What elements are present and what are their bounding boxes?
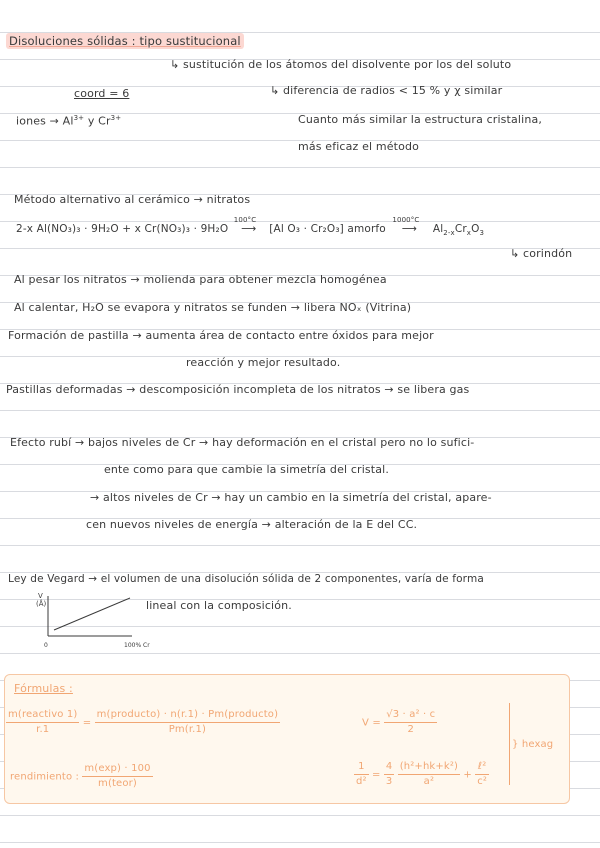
paragraph-2: Al calentar, H₂O se evapora y nitratos se funden → libera NOₓ (Vitrina): [14, 301, 412, 314]
arrow-1000-label: 1000°C: [392, 216, 420, 224]
formula-reactivo-lhs: [6, 708, 79, 737]
chart-trend-line: [54, 598, 130, 630]
formula-d-mid-num: (h²+hk+k²): [398, 760, 460, 775]
formula-volume-lhs: V =: [362, 717, 385, 729]
rubi-line-2: ente como para que cambie la simetría del cristal.: [104, 463, 390, 476]
formula-reactivo-lhs-num: m(reactivo 1): [6, 708, 79, 723]
formula-volume-num: √3 · a² · c: [384, 708, 437, 723]
eq-right-al: Al: [432, 223, 444, 235]
formula-volume-den: 2: [407, 724, 414, 735]
eq-right-o: O: [471, 223, 480, 235]
formula-reactivo-den: Pm(r.1): [168, 724, 207, 735]
coord-label: coord = 6: [74, 87, 130, 100]
paragraph-3a: Formación de pastilla → aumenta área de contacto entre óxidos para mejor: [8, 329, 434, 342]
formula-d-lhs: [354, 760, 369, 789]
iones-text: iones → Al: [16, 114, 74, 128]
chart-xlabel: 100% Cr: [124, 642, 150, 649]
formula-d-eq: =: [368, 769, 384, 781]
paragraph-3b: reacción y mejor resultado.: [186, 356, 341, 369]
formula-rendimiento: [10, 762, 153, 791]
page-title-text: Disoluciones sólidas : tipo sustitucional: [9, 34, 241, 48]
formula-rendimiento-lhs: rendimiento :: [10, 771, 83, 783]
formula-d-coef-den: 3: [385, 776, 393, 787]
y-cr-text: y Cr: [84, 114, 111, 128]
arrow-100: 100°C ⟶: [232, 222, 266, 236]
arrow-1000: 1000°C ⟶: [389, 222, 429, 236]
page-title: [6, 33, 244, 49]
eq-right-sub2: x: [466, 229, 472, 238]
corindon-label: ↳ corindón: [510, 247, 573, 260]
cr-charge: 3+: [110, 114, 122, 122]
formula-d-lhs-num: 1: [354, 760, 369, 775]
al-charge: 3+: [73, 114, 85, 122]
metodo-line: Método alternativo al cerámico → nitratos: [14, 193, 251, 206]
equation: [16, 216, 485, 240]
formula-volume-frac: [384, 708, 437, 737]
formula-d-mid: [398, 760, 460, 789]
eq-right-cr: Cr: [454, 223, 467, 235]
formula-reactivo-eq: =: [79, 717, 95, 729]
eq-left: 2-x Al(NO₃)₃ · 9H₂O + x Cr(NO₃)₃ · 9H₂O: [16, 223, 229, 235]
formula-d-plus: +: [460, 769, 476, 781]
formula-d-right-den: c²: [477, 776, 488, 787]
formulas-title: Fórmulas :: [14, 682, 73, 695]
vegard-line-2: lineal con la composición.: [146, 599, 292, 612]
formula-interplanar: [354, 760, 489, 789]
chart-yunit: (Å): [36, 600, 47, 608]
note-sub2: ↳ diferencia de radios < 15 % y χ similar: [270, 84, 503, 97]
formula-d-right-num: ℓ²: [475, 760, 489, 775]
formula-reactivo-lhs-den: r.1: [36, 724, 50, 735]
iones-line: [16, 111, 121, 129]
eq-right-sub3: 3: [479, 229, 485, 238]
rubi-line-1: Efecto rubí → bajos niveles de Cr → hay deformación en el cristal pero no lo sufici-: [10, 436, 475, 449]
formula-volume: [362, 708, 437, 737]
formula-reactivo: [6, 708, 280, 737]
formula-reactivo-rhs: [95, 708, 280, 737]
formula-d-coef-num: 4: [384, 760, 395, 775]
rubi-line-4: cen nuevos niveles de energía → alteración de la E del CC.: [86, 518, 418, 531]
hexag-label: } hexag: [512, 739, 554, 750]
note-sub4: más eficaz el método: [298, 140, 419, 153]
formula-rendimiento-frac: [82, 762, 152, 791]
chart-ylabel: V: [38, 592, 43, 600]
formula-d-lhs-den: d²: [356, 776, 367, 787]
formula-reactivo-num: m(producto) · n(r.1) · Pm(producto): [95, 708, 280, 723]
paragraph-1: Al pesar los nitratos → molienda para obtener mezcla homogénea: [14, 273, 387, 286]
eq-right-sub: 2-x: [443, 229, 455, 238]
rubi-line-3: → altos niveles de Cr → hay un cambio en la simetría del cristal, apare-: [90, 491, 492, 504]
paragraph-4: Pastillas deformadas → descomposición incompleta de los nitratos → se libera gas: [6, 383, 470, 396]
note-sub1: ↳ sustitución de los átomos del disolvente por los del soluto: [170, 58, 512, 71]
formula-d-right: [475, 760, 489, 789]
formula-d-coef: [384, 760, 395, 789]
eq-right: [432, 223, 485, 238]
arrow-100-label: 100°C: [233, 216, 257, 224]
vegard-chart: [38, 590, 158, 652]
eq-mid: [Al O₃ · Cr₂O₃] amorfo: [269, 223, 386, 235]
vegard-line-1: Ley de Vegard → el volumen de una disolución sólida de 2 componentes, varía de forma: [8, 573, 484, 585]
formula-rendimiento-num: m(exp) · 100: [82, 762, 152, 777]
note-sub3: Cuanto más similar la estructura cristalina,: [298, 113, 542, 126]
chart-origin: 0: [44, 642, 48, 649]
formula-rendimiento-den: m(teor): [98, 778, 137, 789]
formula-d-mid-den: a²: [423, 776, 435, 787]
